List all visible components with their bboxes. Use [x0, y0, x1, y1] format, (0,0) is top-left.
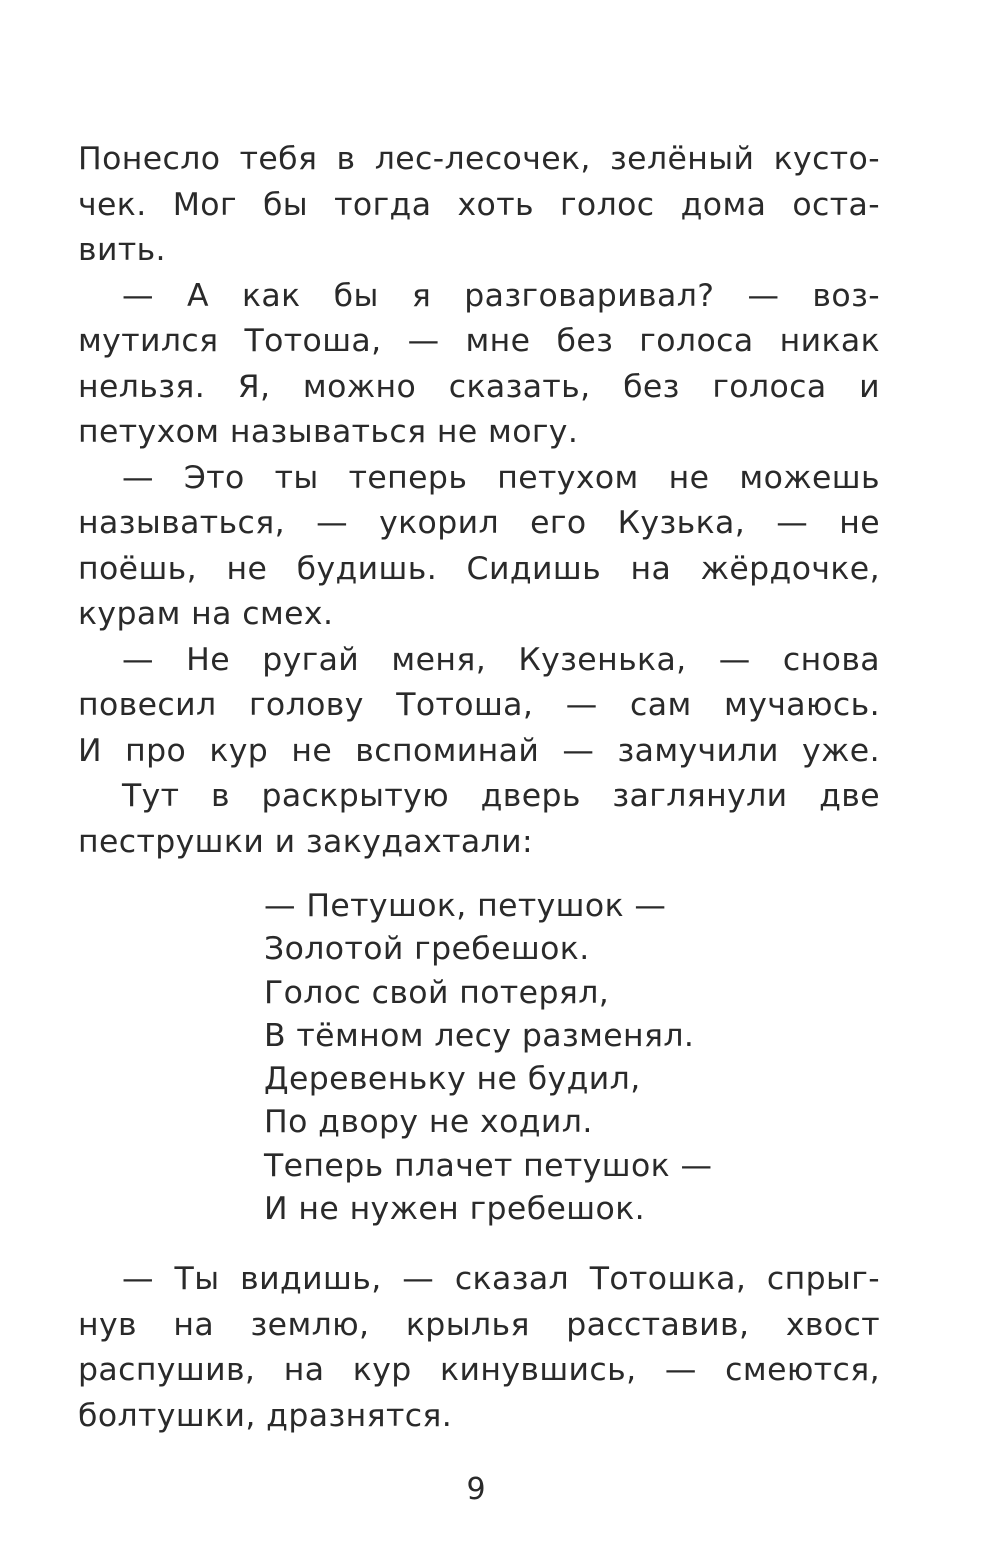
text-line: мутился Тотоша, — мне без голоса никак: [78, 323, 880, 359]
text-line: называться, — укорил его Кузька, — не: [78, 505, 880, 541]
text-line: — Не ругай меня, Кузенька, — снова: [122, 641, 880, 678]
text-line: И про кур не вспоминай — замучили уже.: [78, 732, 880, 769]
text-line: — Ты видишь, — сказал Тотошка, спрыг-: [122, 1261, 880, 1297]
poem-line: Золотой гребешок.: [264, 931, 590, 968]
poem-line: По двору не ходил.: [264, 1104, 593, 1141]
text-line: Понесло тебя в лес-лесочек, зелёный кусто-: [78, 141, 880, 177]
poem-line: — Петушок, петушок —: [264, 888, 667, 924]
text-line: Тут в раскрытую дверь заглянули две: [122, 778, 880, 814]
poem-line: Теперь плачет петушок —: [264, 1147, 713, 1184]
page-number: 9: [466, 1472, 486, 1507]
text-line: петухом называться не могу.: [78, 414, 579, 450]
text-line: — А как бы я разговаривал? — воз-: [122, 277, 880, 314]
text-line: распушив, на кур кинувшись, — смеются,: [78, 1352, 880, 1388]
prose-bottom: [78, 1257, 880, 1439]
poem-line: В тёмном лесу разменял.: [264, 1017, 695, 1054]
text-line: вить.: [78, 232, 166, 268]
text-line: — Это ты теперь петухом не можешь: [122, 459, 880, 496]
text-line: нув на землю, крылья расставив, хвост: [78, 1306, 880, 1343]
poem-line: Голос свой потерял,: [264, 974, 610, 1011]
text-line: повесил голову Тотоша, — сам мучаюсь.: [78, 687, 880, 723]
text-line: поёшь, не будишь. Сидишь на жёрдочке,: [78, 550, 880, 587]
poem-line: И не нужен гребешок.: [264, 1191, 646, 1228]
text-line: пеструшки и закудахтали:: [78, 823, 534, 860]
text-line: болтушки, дразнятся.: [78, 1397, 453, 1434]
poem-line: Деревеньку не будил,: [264, 1061, 641, 1098]
text-line: курам на смех.: [78, 596, 334, 632]
text-line: нельзя. Я, можно сказать, без голоса и: [78, 368, 880, 405]
poem: [264, 885, 864, 1231]
prose-top: [78, 137, 880, 865]
text-line: чек. Мог бы тогда хоть голос дома оста-: [78, 186, 880, 223]
page-number-container: [0, 1470, 1000, 1510]
